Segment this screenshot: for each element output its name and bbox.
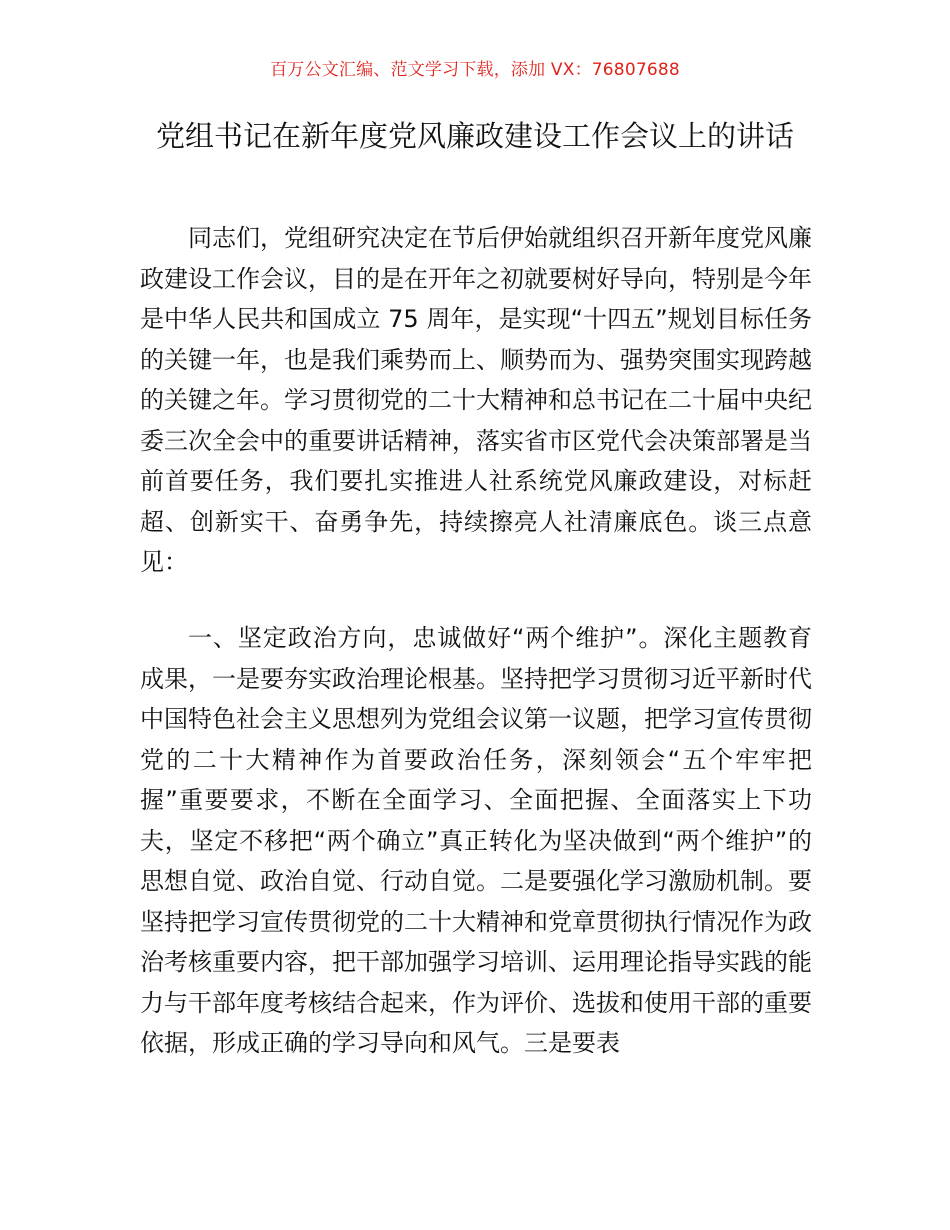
- body-paragraph: 同志们，党组研究决定在节后伊始就组织召开新年度党风廉政建设工作会议，目的是在开年之初就要树好导向，特别是今年是中华人民共和国成立 75 周年，是实现“十四五”规划目标任务的关键一年，也是我们乘势而上、顺势而为、强势突围实现跨越的关键之年。学习贯彻党的二十大精神和总书记在二十届中央纪委三次全会中的重要讲话精神，落实省市区党代会决策部署是当前首要任务，我们要扎实推进人社系统党风廉政建设，对标赶超、创新实干、奋勇争先，持续擦亮人社清廉底色。谈三点意见：: [140, 224, 812, 576]
- watermark-banner: 百万公文汇编、范文学习下载，添加 VX：76807688: [270, 60, 680, 80]
- body-paragraph: 一、坚定政治方向，忠诚做好“两个维护”。深化主题教育成果，一是要夯实政治理论根基。坚持把学习贯彻习近平新时代中国特色社会主义思想列为党组会议第一议题，把学习宣传贯彻党的二十大精神作为首要政治任务，深刻领会“五个牢牢把握”重要要求，不断在全面学习、全面把握、全面落实上下功夫，坚定不移把“两个确立”真正转化为坚决做到“两个维护”的思想自觉、政治自觉、行动自觉。二是要强化学习激励机制。要坚持把学习宣传贯彻党的二十大精神和党章贯彻执行情况作为政治考核重要内容，把干部加强学习培训、运用理论指导实践的能力与干部年度考核结合起来，作为评价、选拔和使用干部的重要依据，形成正确的学习导向和风气。三是要表: [140, 624, 812, 1057]
- document-title: 党组书记在新年度党风廉政建设工作会议上的讲话: [155, 119, 794, 153]
